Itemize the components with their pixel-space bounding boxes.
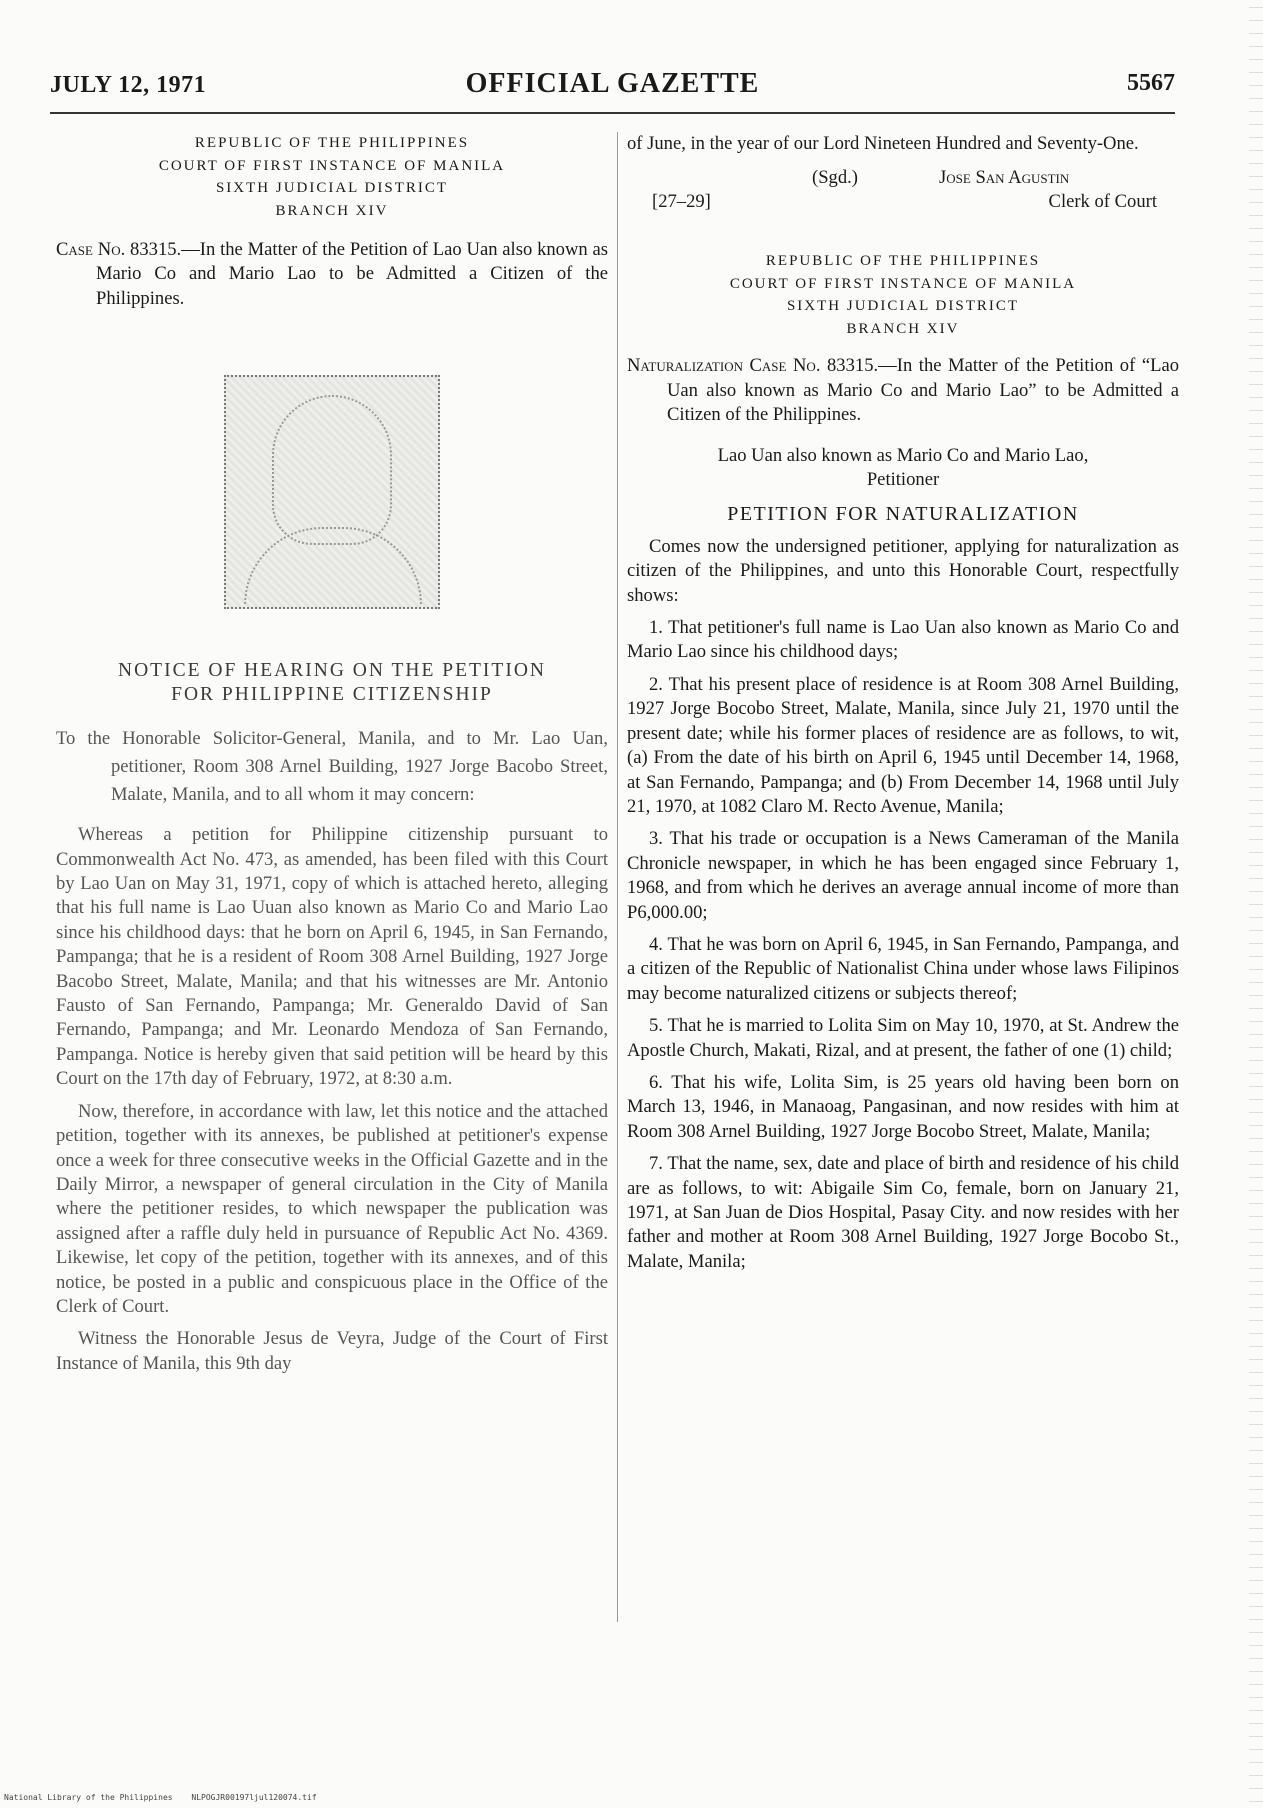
publication-code: [27–29] <box>652 191 711 213</box>
caption-line: SIXTH JUDICIAL DISTRICT <box>786 298 1020 315</box>
petitioner-role: Petitioner <box>866 469 940 491</box>
notice-paragraph: Now, therefore, in accordance with law, let this notice and the attached petition, together with its annexes, be published at petitioner's expense once a week for three consecutive weeks in the Official Gazette and in the Daily Mirror, a newspaper of general circulation in the City of Manila where the petitioner resides, to which newspaper the publication was assigned after a raffle duly held in pursuance of Republic Act No. 4369. Likewise, let copy of the petition, together with its annexes, and of this notice, be posted in a public and conspicuous place in the Office of the Clerk of Court. <box>56 1100 608 1317</box>
case-text: —In the Matter of the Petition of Lao Uan also known as Mario Co and Mario Lao to be Admitted a Citizen of the Philippines. <box>96 239 608 309</box>
header-date: JULY 12, 1971 <box>50 72 207 98</box>
petition-item: 3. That his trade or occupation is a News Cameraman of the Manila Chronicle newspaper, in which he has been engaged since February 1, 1968, and from which he derives an average annual income of more than P6,000.00; <box>627 828 1179 923</box>
notice-title-line: FOR PHILIPPINE CITIZENSHIP <box>171 684 493 706</box>
court-caption-right <box>627 250 1179 340</box>
petition-item: 7. That the name, sex, date and place of birth and residence of his child are as follows, to wit: Abigaile Sim Co, female, born on January 21, 1971, at San Juan de Dios Hospital, Pasay City. and now resides with her father and mother at Room 308 Arnel Building, 1927 Jorge Bocobo St., Malate, Manila; <box>627 1153 1179 1272</box>
signature-title: Clerk of Court <box>1048 191 1157 213</box>
notice-title-line: NOTICE OF HEARING ON THE PETITION <box>118 660 546 682</box>
clerk-signature <box>627 166 1179 216</box>
right-column <box>627 132 1179 1274</box>
case-heading-left <box>56 238 608 311</box>
case-label: Case No. 83315. <box>56 239 182 260</box>
notice-continuation: of June, in the year of our Lord Nineteen Hundred and Seventy-One. <box>627 133 1139 154</box>
caption-line: COURT OF FIRST INSTANCE OF MANILA <box>729 275 1077 292</box>
caption-line: BRANCH XIV <box>275 202 389 219</box>
header-title: OFFICIAL GAZETTE <box>465 68 760 99</box>
petitioner-block <box>627 444 1179 493</box>
caption-line: REPUBLIC OF THE PHILIPPINES <box>765 253 1041 270</box>
notice-paragraph: Witness the Honorable Jesus de Veyra, Judge of the Court of First Instance of Manila, this 9th day <box>56 1328 608 1374</box>
caption-line: REPUBLIC OF THE PHILIPPINES <box>194 135 470 151</box>
left-column <box>56 132 608 1376</box>
petition-item: 2. That his present place of residence is at Room 308 Arnel Building, 1927 Jorge Bocobo Street, Malate, Manila, since July 21, 1970 until the present date; while his former places of residence are as follows, to wit, (a) From the date of his birth on April 6, 1945 until December 14, 1968, at San Fernando, Pampanga; and (b) From December 14, 1968 until July 21, 1970, at 1082 Claro M. Recto Avenue, Manila; <box>627 673 1179 817</box>
photo-portrait-head <box>272 395 392 545</box>
scan-edge-noise <box>1249 0 1263 1808</box>
petitioner-photo <box>224 375 440 609</box>
photo-portrait-shoulders <box>244 527 422 605</box>
header-page-number: 5567 <box>1127 70 1175 96</box>
caption-line: BRANCH XIV <box>846 320 960 337</box>
caption-line: SIXTH JUDICIAL DISTRICT <box>215 180 449 196</box>
notice-paragraph: Whereas a petition for Philippine citizenship pursuant to Commonwealth Act No. 473, as amended, has been filed with this Court by Lao Uan on May 31, 1971, copy of which is attached hereto, alleging that his full name is Lao Uuan also known as Mario Co and Mario Lao since his childhood days: that he born on April 6, 1945, in San Fernando, Pampanga; that he is a resident of Room 308 Arnel Building, 1927 Jorge Bacobo Street, Malate, Manila; and that his witnesses are Mr. Antonio Fausto of San Fernando, Pampanga; Mr. Generaldo David of San Fernando, Pampanga; and Mr. Leonardo Mendoza of San Fernando, Pampanga. Notice is hereby given that said petition will be heard by this Court on the 17th day of February, 1972, at 8:30 a.m. <box>56 824 608 1090</box>
header-rule <box>50 112 1175 114</box>
case-label: Naturalization Case No. 83315. <box>627 355 879 377</box>
caption-line: COURT OF FIRST INSTANCE OF MANILA <box>158 157 506 174</box>
signature-sgd: (Sgd.) <box>812 167 858 189</box>
petition-intro: Comes now the undersigned petitioner, applying for naturalization as citizen of the Philippines, and unto this Honorable Court, respectfully shows: <box>627 535 1179 606</box>
footer-source: National Library of the Philippines <box>4 1793 173 1802</box>
petition-item: 6. That his wife, Lolita Sim, is 25 years old having been born on March 13, 1946, in Manaoag, Pangasinan, and now resides with him at Room 308 Arnel Building, 1927 Jorge Bocobo Street, Malate, Manila; <box>627 1071 1179 1142</box>
petitioner-line: Lao Uan also known as Mario Co and Mario Lao, <box>717 444 1089 466</box>
petition-item: 5. That he is married to Lolita Sim on May 10, 1970, at St. Andrew the Apostle Church, Makati, Rizal, and at present, the father of one (1) child; <box>627 1015 1179 1061</box>
court-caption-left <box>56 132 608 222</box>
notice-title <box>56 659 608 707</box>
petition-item: 1. That petitioner's full name is Lao Uan also known as Mario Co and Mario Lao since his childhood days; <box>627 617 1179 663</box>
case-heading-right <box>627 354 1179 427</box>
petition-title: PETITION FOR NATURALIZATION <box>727 503 1079 526</box>
footer-file: NLPOGJR00197ljul120074.tif <box>191 1793 317 1802</box>
scan-footer <box>4 1793 331 1802</box>
column-separator <box>617 132 618 1622</box>
page-header <box>50 66 1175 106</box>
petition-item: 4. That he was born on April 6, 1945, in San Fernando, Pampanga, and a citizen of the Republic of Nationalist China under whose laws Filipinos may become naturalized citizens or subjects thereof; <box>627 933 1179 1004</box>
signature-name: Jose San Agustin <box>939 167 1070 189</box>
case-text: —In the Matter of the Petition of “Lao Uan also known as Mario Co and Mario Lao” to be Admitted a Citizen of the Philippines. <box>667 355 1179 426</box>
notice-addressee: To the Honorable Solicitor-General, Manila, and to Mr. Lao Uan, petitioner, Room 308 Arnel Building, 1927 Jorge Bacobo Street, Malate, Manila, and to all whom it may concern: <box>56 728 608 806</box>
